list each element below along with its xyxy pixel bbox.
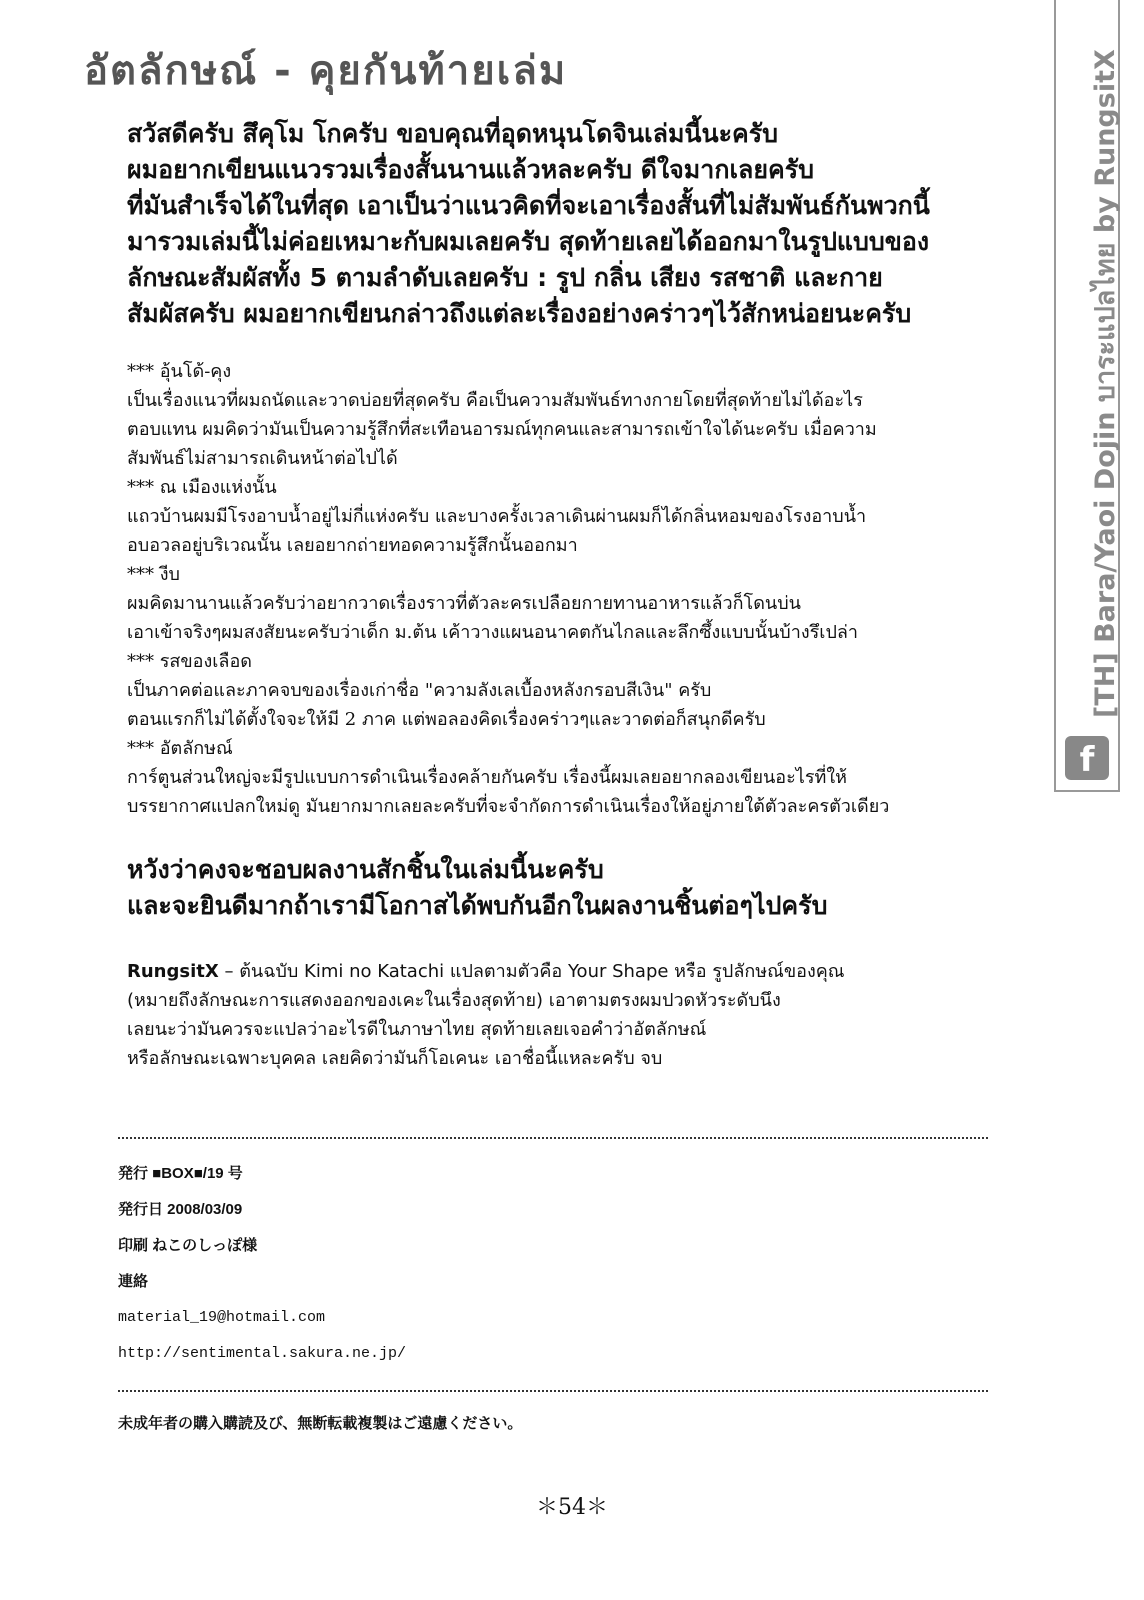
story-line: ผมคิดมานานแล้วครับว่าอยากวาดเรื่องราวที่ตัวละครเปลือยกายทานอาหารแล้วก็โดนบ่น <box>127 593 801 614</box>
story-line: เอาเข้าจริงๆผมสงสัยนะครับว่าเด็ก ม.ต้น เค้าวางแผนอนาคตกันไกลและลึกซึ้งแบบนั้นบ้างรึเปล่า <box>127 622 859 643</box>
story-heading: *** อุ้นโด้-คุง <box>127 361 232 382</box>
story-line: การ์ตูนส่วนใหญ่จะมีรูปแบบการดำเนินเรื่องคล้ายกันครับ เรื่องนี้ผมเลยอยากลองเขียนอะไรที่ให้ <box>127 767 848 788</box>
page-number: ＊54＊ <box>536 1495 608 1520</box>
publish-date: 発行日 2008/03/09 <box>118 1201 243 1218</box>
intro-line: สวัสดีครับ สึคุโม โกครับ ขอบคุณที่อุดหนุนโดจินเล่มนี้นะครับ <box>127 119 779 148</box>
story-heading: *** ณ เมืองแห่งนั้น <box>127 477 277 498</box>
contact-url: http://sentimental.sakura.ne.jp/ <box>118 1345 407 1362</box>
intro-line: มารวมเล่มนี้ไม่ค่อยเหมาะกับผมเลยครับ สุดท้ายเลยได้ออกมาในรูปแบบของ <box>127 227 930 256</box>
copyright-warning: 未成年者の購入購読及び、無断転載複製はご遠慮ください。 <box>118 1415 523 1432</box>
translator-note <box>127 957 1027 1073</box>
translator-name: RungsitX <box>127 961 219 982</box>
watermark-banner <box>1054 0 1120 792</box>
contact-label: 連絡 <box>118 1273 149 1290</box>
intro-line: ผมอยากเขียนแนวรวมเรื่องสั้นนานแล้วหละครับ ดีใจมากเลยครับ <box>127 155 814 184</box>
colophon <box>118 1162 406 1378</box>
intro-line: สัมผัสครับ ผมอยากเขียนกล่าวถึงแต่ละเรื่องอย่างคร่าวๆไว้สักหน่อยนะครับ <box>127 299 912 328</box>
translator-note-line: เลยนะว่ามันควรจะแปลว่าอะไรดีในภาษาไทย สุดท้ายเลยเจอคำว่าอัตลักษณ์ <box>127 1019 707 1040</box>
facebook-icon: f <box>1065 736 1109 780</box>
translator-note-line: หรือลักษณะเฉพาะบุคคล เลยคิดว่ามันก็โอเคนะ เอาชื่อนี้แหละครับ จบ <box>127 1048 663 1069</box>
story-line: ตอบแทน ผมคิดว่ามันเป็นความรู้สึกที่สะเทือนอารมณ์ทุกคนและสามารถเข้าใจได้นะครับ เมื่อความ <box>127 419 877 440</box>
printer-info: 印刷 ねこのしっぽ様 <box>118 1237 258 1254</box>
story-heading: *** รสของเลือด <box>127 651 252 672</box>
story-line: เป็นภาคต่อและภาคจบของเรื่องเก่าชื่อ "ความลังเลเบื้องหลังกรอบสีเงิน" ครับ <box>127 680 712 701</box>
intro-line: ลักษณะสัมผัสทั้ง 5 ตามลำดับเลยครับ : รูป กลิ่น เสียง รสชาติ และกาย <box>127 263 883 292</box>
watermark-text: [TH] Bara/Yaoi Dojin บาระแปลไทย by RungsitX <box>1090 49 1121 718</box>
story-heading: *** งีบ <box>127 564 180 585</box>
story-line: ตอนแรกก็ไม่ได้ตั้งใจจะให้มี 2 ภาค แต่พอลองคิดเรื่องคร่าวๆและวาดต่อก็สนุกดีครับ <box>127 709 766 730</box>
story-line: อบอวลอยู่บริเวณนั้น เลยอยากถ่ายทอดความรู้สึกนั้นออกมา <box>127 535 578 556</box>
story-line: เป็นเรื่องแนวที่ผมถนัดและวาดบ่อยที่สุดครับ คือเป็นความสัมพันธ์ทางกายโดยที่สุดท้ายไม่ได้อะไร <box>127 390 863 411</box>
story-line: บรรยากาศแปลกใหม่ดู มันยากมากเลยละครับที่จะจำกัดการดำเนินเรื่องให้อยู่ภายใต้ตัวละครตัวเดียว <box>127 796 890 817</box>
dotted-divider <box>118 1390 988 1392</box>
intro-paragraph <box>127 116 1037 332</box>
story-line: แถวบ้านผมมีโรงอาบน้ำอยู่ไม่กี่แห่งครับ และบางครั้งเวลาเดินผ่านผมก็ได้กลิ่นหอมของโรงอาบน้ำ <box>127 506 867 527</box>
page-title: อัตลักษณ์ - คุยกันท้ายเล่ม <box>84 48 568 94</box>
translator-note-line <box>127 957 1027 986</box>
story-heading: *** อัตลักษณ์ <box>127 738 233 759</box>
contact-email: material_19@hotmail.com <box>118 1309 326 1326</box>
translator-note-text: – ต้นฉบับ Kimi no Katachi แปลตามตัวคือ Your Shape หรือ รูปลักษณ์ของคุณ <box>218 961 845 982</box>
publish-info: 発行 ■BOX■/19 号 <box>118 1165 243 1182</box>
closing-line: หวังว่าคงจะชอบผลงานสักชิ้นในเล่มนี้นะครับ <box>127 855 604 884</box>
dotted-divider <box>118 1137 988 1139</box>
story-line: สัมพันธ์ไม่สามารถเดินหน้าต่อไปได้ <box>127 448 398 469</box>
story-notes <box>127 357 1027 821</box>
translator-note-line: (หมายถึงลักษณะการแสดงออกของเคะในเรื่องสุดท้าย) เอาตามตรงผมปวดหัวระดับนึง <box>127 990 781 1011</box>
closing-line: และจะยินดีมากถ้าเรามีโอกาสได้พบกันอีกในผลงานชิ้นต่อๆไปครับ <box>127 891 828 920</box>
intro-line: ที่มันสำเร็จได้ในที่สุด เอาเป็นว่าแนวคิดที่จะเอาเรื่องสั้นที่ไม่สัมพันธ์กันพวกนี้ <box>127 191 930 220</box>
closing-paragraph <box>127 852 827 924</box>
